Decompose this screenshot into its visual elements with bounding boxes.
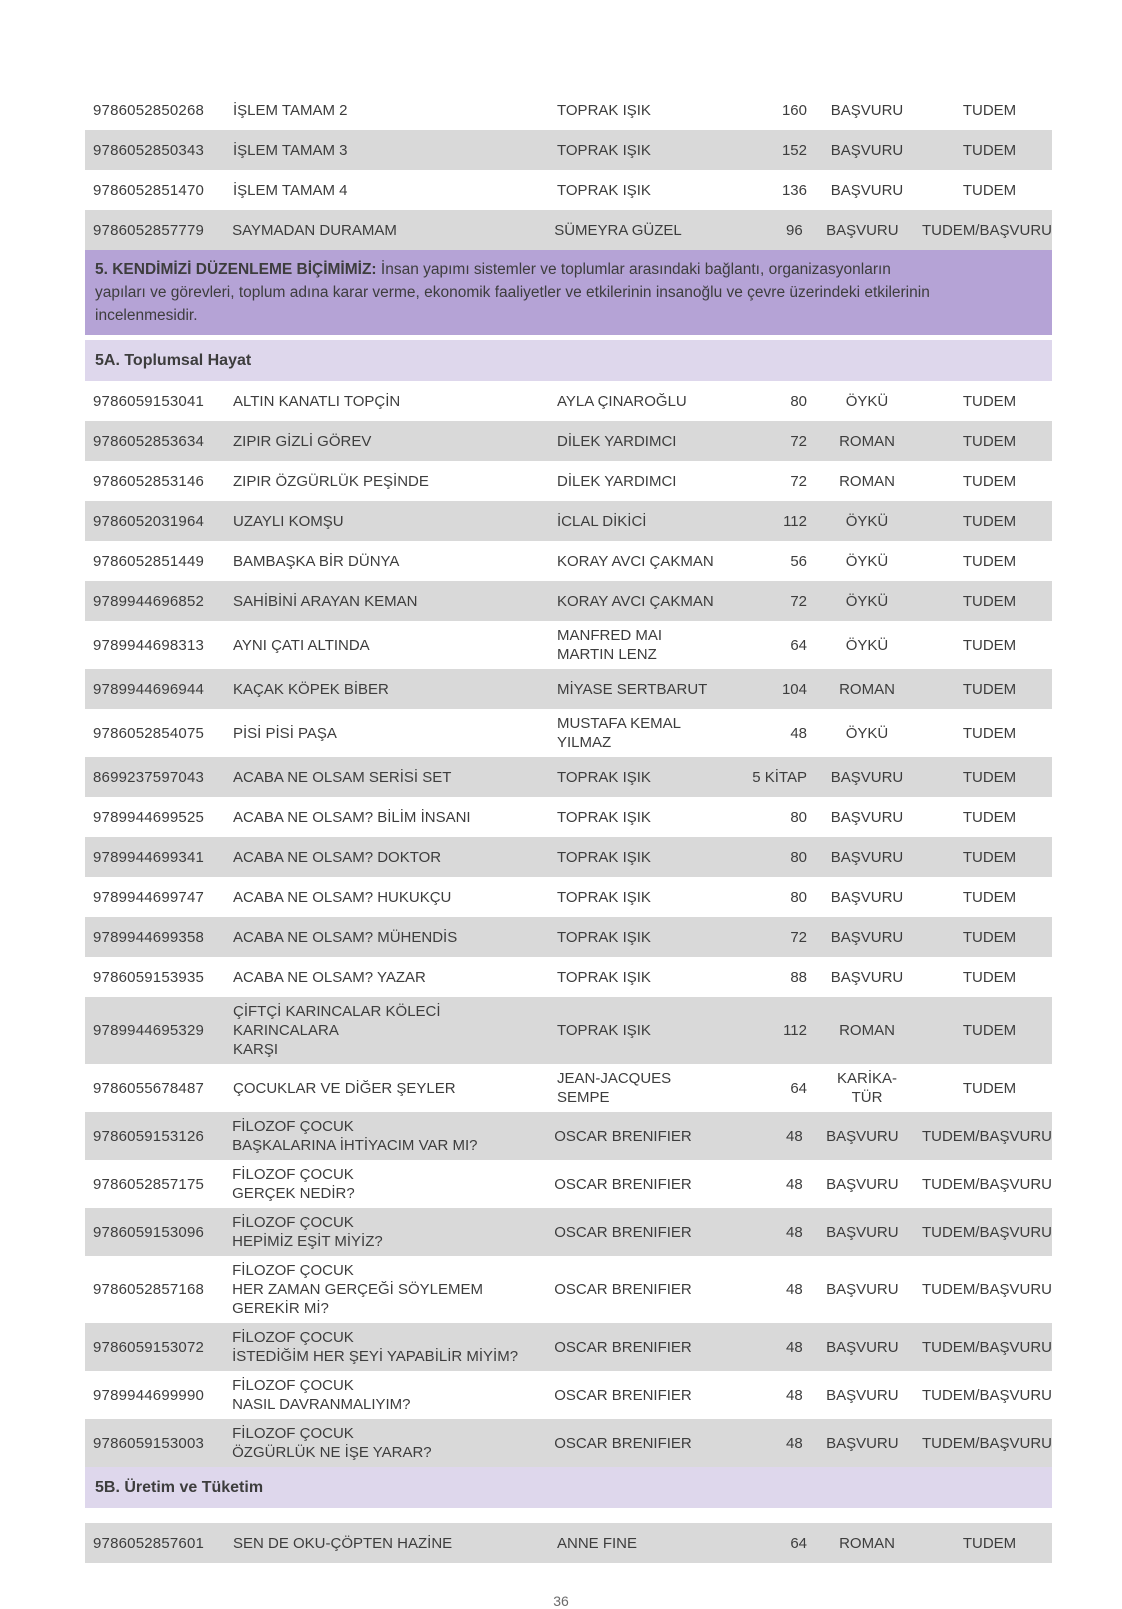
genre-cell: BAŞVURU (830, 768, 904, 786)
genre-cell: KARİKA- TÜR (836, 1070, 897, 1106)
table-row (85, 210, 1052, 250)
publisher-cell: TUDEM (962, 1534, 1017, 1552)
title-cell: KAÇAK KÖPEK BİBER (233, 680, 389, 698)
publisher-cell: TUDEM (962, 141, 1017, 159)
pages-cell: 88 (790, 968, 807, 986)
author-cell: OSCAR BRENIFIER (554, 1434, 692, 1452)
genre-cell: BAŞVURU (830, 848, 904, 866)
title-cell: ÇOCUKLAR VE DİĞER ŞEYLER (233, 1079, 456, 1097)
table-row (85, 877, 1052, 917)
pages-cell: 48 (790, 724, 807, 742)
author-cell: TOPRAK IŞIK (557, 1022, 651, 1039)
publisher-cell: TUDEM (962, 1079, 1017, 1097)
title-cell: UZAYLI KOMŞU (233, 512, 344, 530)
publisher-cell: TUDEM (962, 472, 1017, 490)
genre-cell: BAŞVURU (830, 141, 904, 159)
isbn-cell: 9786052850268 (93, 101, 205, 119)
table-row (85, 797, 1052, 837)
isbn-cell: 9789944699341 (93, 848, 205, 866)
table-row (85, 837, 1052, 877)
author-cell: OSCAR BRENIFIER (554, 1223, 692, 1241)
pages-cell: 48 (786, 1338, 803, 1356)
publisher-cell: TUDEM/BAŞVURU (921, 221, 1052, 239)
genre-cell: ÖYKÜ (845, 552, 889, 570)
author-cell: DİLEK YARDIMCI (557, 432, 677, 450)
title-cell: SAYMADAN DURAMAM (232, 221, 397, 239)
pages-cell: 72 (790, 592, 807, 610)
pages-cell: 80 (790, 848, 807, 866)
genre-cell: BAŞVURU (826, 1175, 899, 1193)
publisher-cell: TUDEM/BAŞVURU (921, 1434, 1052, 1452)
author-cell: KORAY AVCI ÇAKMAN (557, 592, 714, 610)
isbn-cell: 9789944699525 (93, 808, 205, 826)
author-cell: JEAN-JACQUES SEMPE (557, 1070, 672, 1106)
publisher-cell: TUDEM/BAŞVURU (921, 1223, 1052, 1241)
author-cell: İCLAL DİKİCİ (557, 512, 647, 530)
table-row (85, 997, 1052, 1064)
genre-cell: ÖYKÜ (845, 636, 889, 654)
table-row (85, 709, 1052, 757)
genre-cell: ROMAN (839, 680, 895, 698)
genre-cell: BAŞVURU (830, 181, 904, 199)
isbn-cell: 9786059153096 (93, 1223, 205, 1241)
subsection-title: 5B. Üretim ve Tüketim (95, 1478, 264, 1496)
isbn-cell: 9786059153072 (93, 1338, 205, 1356)
table-row (85, 461, 1052, 501)
isbn-cell: 9789944696944 (93, 680, 205, 698)
title-cell: ACABA NE OLSAM SERİSİ SET (233, 768, 452, 786)
table-row (85, 1419, 1052, 1467)
table-row (85, 957, 1052, 997)
isbn-cell: 9786052853146 (93, 472, 205, 490)
pages-cell: 80 (790, 392, 807, 410)
table-row (85, 669, 1052, 709)
isbn-cell: 9786055678487 (93, 1079, 205, 1097)
author-cell: KORAY AVCI ÇAKMAN (557, 552, 714, 570)
isbn-cell: 9786052857175 (93, 1175, 205, 1193)
isbn-cell: 9786052851449 (93, 552, 205, 570)
genre-cell: BAŞVURU (826, 221, 899, 239)
author-cell: TOPRAK IŞIK (557, 888, 651, 906)
table-row (85, 621, 1052, 669)
title-cell: FİLOZOF ÇOCUK NASIL DAVRANMALIYIM? (232, 1377, 411, 1413)
author-cell: OSCAR BRENIFIER (554, 1175, 692, 1193)
isbn-cell: 9786059153003 (93, 1434, 205, 1452)
author-cell: OSCAR BRENIFIER (554, 1386, 692, 1404)
publisher-cell: TUDEM (962, 724, 1017, 742)
section-title: 5. KENDİMİZİ DÜZENLEME BİÇİMİMİZ: (95, 261, 377, 278)
genre-cell: BAŞVURU (826, 1127, 899, 1145)
author-cell: TOPRAK IŞIK (557, 968, 651, 986)
section-header-5 (85, 250, 1052, 335)
title-cell: İŞLEM TAMAM 3 (233, 141, 348, 159)
author-cell: TOPRAK IŞIK (557, 181, 651, 199)
table-row (85, 170, 1052, 210)
publisher-cell: TUDEM (962, 552, 1017, 570)
title-cell: ACABA NE OLSAM? BİLİM İNSANI (233, 808, 471, 826)
isbn-cell: 9786052851470 (93, 181, 205, 199)
author-cell: TOPRAK IŞIK (557, 101, 651, 119)
isbn-cell: 9789944696852 (93, 592, 205, 610)
genre-cell: BAŞVURU (826, 1434, 899, 1452)
publisher-cell: TUDEM (962, 101, 1017, 119)
title-cell: FİLOZOF ÇOCUK HEPİMİZ EŞİT MİYİZ? (232, 1214, 383, 1250)
isbn-cell: 9789944699747 (93, 888, 205, 906)
isbn-cell: 8699237597043 (93, 768, 205, 786)
subsection-header-5b (85, 1467, 1052, 1508)
isbn-cell: 9786052857601 (93, 1534, 205, 1552)
title-cell: FİLOZOF ÇOCUK İSTEDİĞİM HER ŞEYİ YAPABİLİR MİYİM? (232, 1329, 519, 1365)
genre-cell: BAŞVURU (830, 888, 904, 906)
table-row (85, 90, 1052, 130)
publisher-cell: TUDEM/BAŞVURU (921, 1338, 1052, 1356)
pages-cell: 64 (790, 1534, 807, 1552)
table-row (85, 130, 1052, 170)
author-cell: MANFRED MAI MARTIN LENZ (557, 627, 662, 663)
isbn-cell: 9786052857779 (93, 221, 205, 239)
genre-cell: ÖYKÜ (845, 724, 889, 742)
author-cell: TOPRAK IŞIK (557, 768, 651, 786)
table-row (85, 1371, 1052, 1419)
publisher-cell: TUDEM (962, 768, 1017, 786)
pages-cell: 136 (781, 181, 807, 199)
pages-cell: 112 (783, 512, 807, 530)
pages-cell: 72 (790, 432, 807, 450)
publisher-cell: TUDEM (962, 848, 1017, 866)
publisher-cell: TUDEM (962, 432, 1017, 450)
table-row (85, 1160, 1052, 1208)
title-cell: PİSİ PİSİ PAŞA (233, 724, 337, 742)
table-row (85, 501, 1052, 541)
title-cell: FİLOZOF ÇOCUK ÖZGÜRLÜK NE İŞE YARAR? (232, 1425, 432, 1461)
pages-cell: 64 (790, 1079, 807, 1097)
pages-cell: 48 (786, 1386, 803, 1404)
genre-cell: BAŞVURU (830, 808, 904, 826)
isbn-cell: 9789944695329 (93, 1022, 205, 1039)
pages-cell: 64 (790, 636, 807, 654)
rows-subsection-5b (85, 1523, 1052, 1563)
title-cell: AYNI ÇATI ALTINDA (233, 636, 370, 654)
publisher-cell: TUDEM (962, 928, 1017, 946)
isbn-cell: 9786059153126 (93, 1127, 205, 1145)
pages-cell: 160 (781, 101, 807, 119)
genre-cell: BAŞVURU (830, 968, 904, 986)
title-cell: ZIPIR ÖZGÜRLÜK PEŞİNDE (233, 472, 429, 490)
pages-cell: 72 (790, 928, 807, 946)
table-row (85, 1256, 1052, 1323)
publisher-cell: TUDEM (962, 1022, 1017, 1039)
pages-cell: 104 (781, 680, 807, 698)
isbn-cell: 9789944699358 (93, 928, 205, 946)
publisher-cell: TUDEM (962, 636, 1017, 654)
pages-cell: 72 (790, 472, 807, 490)
title-cell: ZIPIR GİZLİ GÖREV (233, 432, 372, 450)
table-row (85, 1323, 1052, 1371)
author-cell: TOPRAK IŞIK (557, 141, 651, 159)
author-cell: OSCAR BRENIFIER (554, 1338, 692, 1356)
table-row (85, 381, 1052, 421)
rows-subsection-5a (85, 381, 1052, 1467)
genre-cell: ROMAN (839, 1534, 895, 1552)
author-cell: ANNE FINE (557, 1534, 638, 1552)
title-cell: SAHİBİNİ ARAYAN KEMAN (233, 592, 418, 610)
author-cell: SÜMEYRA GÜZEL (554, 221, 682, 239)
author-cell: TOPRAK IŞIK (557, 848, 651, 866)
publisher-cell: TUDEM (962, 592, 1017, 610)
rows-before-section-5 (85, 90, 1052, 250)
publisher-cell: TUDEM/BAŞVURU (921, 1127, 1052, 1145)
genre-cell: BAŞVURU (826, 1281, 899, 1298)
publisher-cell: TUDEM (962, 888, 1017, 906)
pages-cell: 152 (781, 141, 807, 159)
table-row (85, 757, 1052, 797)
pages-cell: 48 (786, 1223, 803, 1241)
genre-cell: BAŞVURU (826, 1386, 899, 1404)
genre-cell: BAŞVURU (830, 928, 904, 946)
genre-cell: BAŞVURU (826, 1223, 899, 1241)
title-cell: ACABA NE OLSAM? MÜHENDİS (233, 928, 458, 946)
pages-cell: 112 (783, 1022, 807, 1039)
pages-cell: 56 (790, 552, 807, 570)
publisher-cell: TUDEM/BAŞVURU (921, 1386, 1052, 1404)
table-row (85, 917, 1052, 957)
publisher-cell: TUDEM (962, 512, 1017, 530)
title-cell: İŞLEM TAMAM 2 (233, 101, 348, 119)
title-cell: FİLOZOF ÇOCUK HER ZAMAN GERÇEĞİ SÖYLEMEM GEREKİR Mİ? (232, 1262, 484, 1317)
genre-cell: BAŞVURU (826, 1338, 899, 1356)
subsection-header-5a (85, 340, 1052, 381)
publisher-cell: TUDEM/BAŞVURU (921, 1175, 1052, 1193)
publisher-cell: TUDEM (962, 392, 1017, 410)
genre-cell: ROMAN (839, 1022, 895, 1039)
title-cell: İŞLEM TAMAM 4 (233, 181, 348, 199)
pages-cell: 5 KİTAP (752, 768, 807, 786)
title-cell: FİLOZOF ÇOCUK BAŞKALARINA İHTİYACIM VAR MI? (232, 1118, 478, 1154)
table-row (85, 581, 1052, 621)
isbn-cell: 9786052850343 (93, 141, 205, 159)
title-cell: ACABA NE OLSAM? DOKTOR (233, 848, 442, 866)
isbn-cell: 9789944698313 (93, 636, 205, 654)
genre-cell: ÖYKÜ (845, 392, 889, 410)
title-cell: ALTIN KANATLI TOPÇİN (233, 392, 401, 410)
publisher-cell: TUDEM (962, 808, 1017, 826)
table-row (85, 541, 1052, 581)
section-description: İnsan yapımı sistemler ve toplumlar arasındaki bağlantı, organizasyonların yapıları ve görevleri, toplum adına karar verme, ekonomik faaliyetler ve etkilerinin insanoğlu ve çevre üzerindeki etkilerinin incelenmesidir. (95, 261, 930, 324)
genre-cell: BAŞVURU (830, 101, 904, 119)
author-cell: TOPRAK IŞIK (557, 928, 651, 946)
author-cell: DİLEK YARDIMCI (557, 472, 677, 490)
author-cell: OSCAR BRENIFIER (554, 1281, 692, 1298)
pages-cell: 48 (786, 1281, 803, 1298)
title-cell: ÇİFTÇİ KARINCALAR KÖLECİ KARINCALARA KARŞI (233, 1003, 441, 1058)
title-cell: FİLOZOF ÇOCUK GERÇEK NEDİR? (232, 1166, 355, 1202)
table-row (85, 1112, 1052, 1160)
table-row (85, 421, 1052, 461)
table-row (85, 1208, 1052, 1256)
author-cell: MUSTAFA KEMAL YILMAZ (557, 715, 681, 751)
author-cell: TOPRAK IŞIK (557, 808, 651, 826)
title-cell: BAMBAŞKA BİR DÜNYA (233, 552, 400, 570)
publisher-cell: TUDEM (962, 968, 1017, 986)
page-number: 36 (553, 1593, 569, 1609)
isbn-cell: 9786052857168 (93, 1281, 205, 1298)
isbn-cell: 9786059153041 (93, 392, 205, 410)
isbn-cell: 9789944699990 (93, 1386, 205, 1404)
isbn-cell: 9786052853634 (93, 432, 205, 450)
genre-cell: ÖYKÜ (845, 592, 889, 610)
table-row (85, 1523, 1052, 1563)
isbn-cell: 9786052031964 (93, 512, 205, 530)
book-catalog-table (85, 90, 1052, 1563)
title-cell: ACABA NE OLSAM? HUKUKÇU (233, 888, 452, 906)
title-cell: ACABA NE OLSAM? YAZAR (233, 968, 426, 986)
pages-cell: 48 (786, 1434, 803, 1452)
pages-cell: 96 (786, 221, 803, 239)
pages-cell: 48 (786, 1175, 803, 1193)
publisher-cell: TUDEM (962, 181, 1017, 199)
pages-cell: 80 (790, 888, 807, 906)
pages-cell: 48 (786, 1127, 803, 1145)
title-cell: SEN DE OKU-ÇÖPTEN HAZİNE (233, 1534, 453, 1552)
pages-cell: 80 (790, 808, 807, 826)
table-row (85, 1064, 1052, 1112)
subsection-title: 5A. Toplumsal Hayat (95, 351, 252, 369)
genre-cell: ROMAN (839, 432, 895, 450)
genre-cell: ROMAN (839, 472, 895, 490)
publisher-cell: TUDEM (962, 680, 1017, 698)
author-cell: OSCAR BRENIFIER (554, 1127, 692, 1145)
author-cell: MİYASE SERTBARUT (557, 680, 708, 698)
genre-cell: ÖYKÜ (845, 512, 889, 530)
publisher-cell: TUDEM/BAŞVURU (921, 1281, 1052, 1298)
isbn-cell: 9786052854075 (93, 724, 205, 742)
isbn-cell: 9786059153935 (93, 968, 205, 986)
author-cell: AYLA ÇINAROĞLU (557, 392, 687, 410)
